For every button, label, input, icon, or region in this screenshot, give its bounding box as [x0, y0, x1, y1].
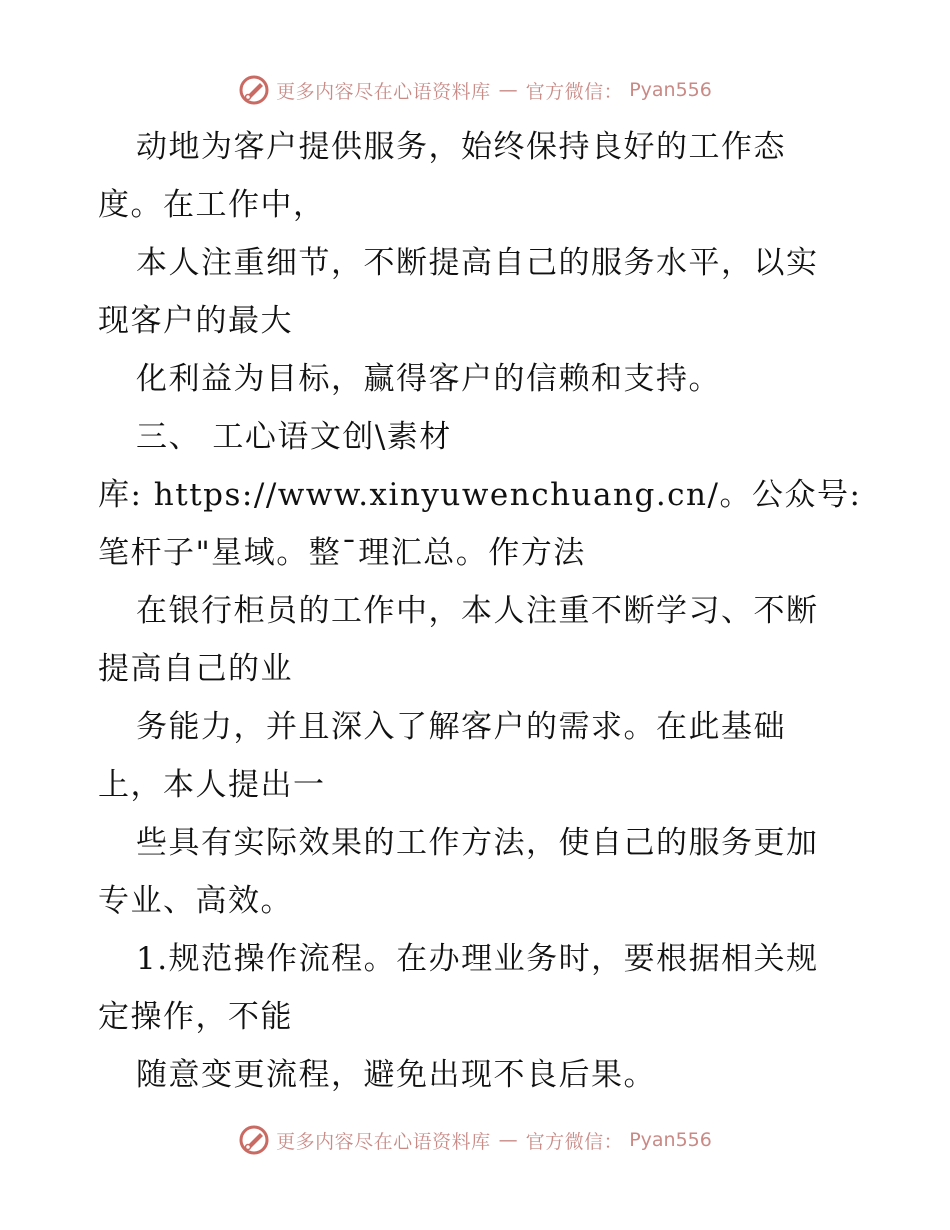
watermark-text: 更多内容尽在心语资料库 — [276, 80, 491, 103]
text-line: 专业、高效。 — [98, 883, 293, 919]
header-watermark — [0, 70, 950, 110]
text-line: 提高自己的业 — [98, 651, 293, 687]
text-line: 上，本人提出一 — [98, 767, 326, 803]
section-heading: 三、 工心语文创\素材 — [136, 419, 452, 455]
text-line: 现客户的最大 — [98, 303, 293, 339]
text-line: 务能力，并且深入了解客户的需求。在此基础 — [136, 709, 786, 745]
text-line: 在银行柜员的工作中，本人注重不断学习、不断 — [136, 593, 819, 629]
watermark-wechat-id: Pyan556 — [629, 1129, 712, 1151]
brush-logo-icon — [238, 74, 270, 106]
text-line: 本人注重细节，不断提高自己的服务水平，以实 — [136, 245, 819, 281]
text-line: 1.规范操作流程。在办理业务时，要根据相关规 — [136, 941, 819, 977]
footer-watermark — [0, 1120, 950, 1160]
document-body — [98, 118, 862, 1104]
text-line: 度。在工作中， — [98, 187, 326, 223]
watermark-wechat-id: Pyan556 — [629, 79, 712, 101]
watermark-official-label: 官方微信： — [525, 80, 624, 103]
watermark-separator: — — [498, 79, 518, 101]
text-line: 随意变更流程，避免出现不良后果。 — [136, 1057, 656, 1093]
text-line: 些具有实际效果的工作方法，使自己的服务更加 — [136, 825, 819, 861]
watermark-text: 更多内容尽在心语资料库 — [276, 1130, 491, 1153]
text-line: 库: https://www.xinyuwenchuang.cn/。公众号: — [98, 477, 862, 513]
watermark-official-label: 官方微信： — [525, 1130, 624, 1153]
brush-logo-icon — [238, 1124, 270, 1156]
text-line: 化利益为目标，赢得客户的信赖和支持。 — [136, 361, 721, 397]
text-line: 定操作，不能 — [98, 999, 293, 1035]
text-line: 动地为客户提供服务，始终保持良好的工作态 — [136, 129, 786, 165]
text-line: 笔杆子"星域。整¯理汇总。作方法 — [98, 535, 586, 571]
watermark-separator: — — [498, 1129, 518, 1151]
